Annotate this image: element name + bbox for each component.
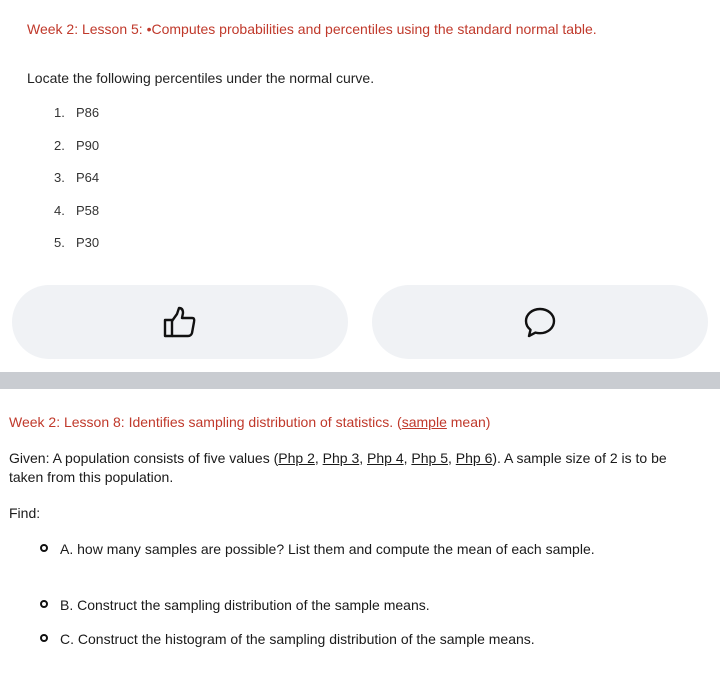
bullet-icon (40, 544, 48, 552)
comment-icon (523, 305, 557, 339)
list-item: A. how many samples are possible? List them and compute the mean of each sample. (40, 540, 700, 559)
list-item: B. Construct the sampling distribution of the sample means. (40, 596, 700, 615)
find-label: Find: (9, 505, 41, 521)
bullet-icon (40, 634, 48, 642)
lesson-5-heading: Week 2: Lesson 5: •Computes probabilities and percentiles using the standard normal table. (27, 21, 597, 37)
list-item: 4. P58 (54, 202, 100, 218)
bullet-icon (40, 600, 48, 608)
lesson-5-intro: Locate the following percentiles under the normal curve. (27, 70, 375, 86)
lesson-8-heading: Week 2: Lesson 8: Identifies sampling distribution of statistics. (sample mean) (9, 414, 491, 430)
list-item: 5. P30 (54, 235, 100, 250)
percentile-list (54, 105, 99, 268)
list-item: 2. P90 (54, 137, 100, 153)
list-item: C. Construct the histogram of the sampling distribution of the sample means. (40, 630, 700, 649)
thumbs-up-icon (162, 305, 198, 339)
list-item: 1. P86 (54, 105, 100, 120)
given-text: Given: A population consists of five values (Php 2, Php 3, Php 4, Php 5, Php 6). A sample size of 2 is to be taken from this population. (9, 450, 667, 485)
list-item: 3. P64 (54, 170, 100, 185)
like-button[interactable] (12, 285, 348, 359)
comment-button[interactable] (372, 285, 708, 359)
post-divider (0, 372, 720, 389)
